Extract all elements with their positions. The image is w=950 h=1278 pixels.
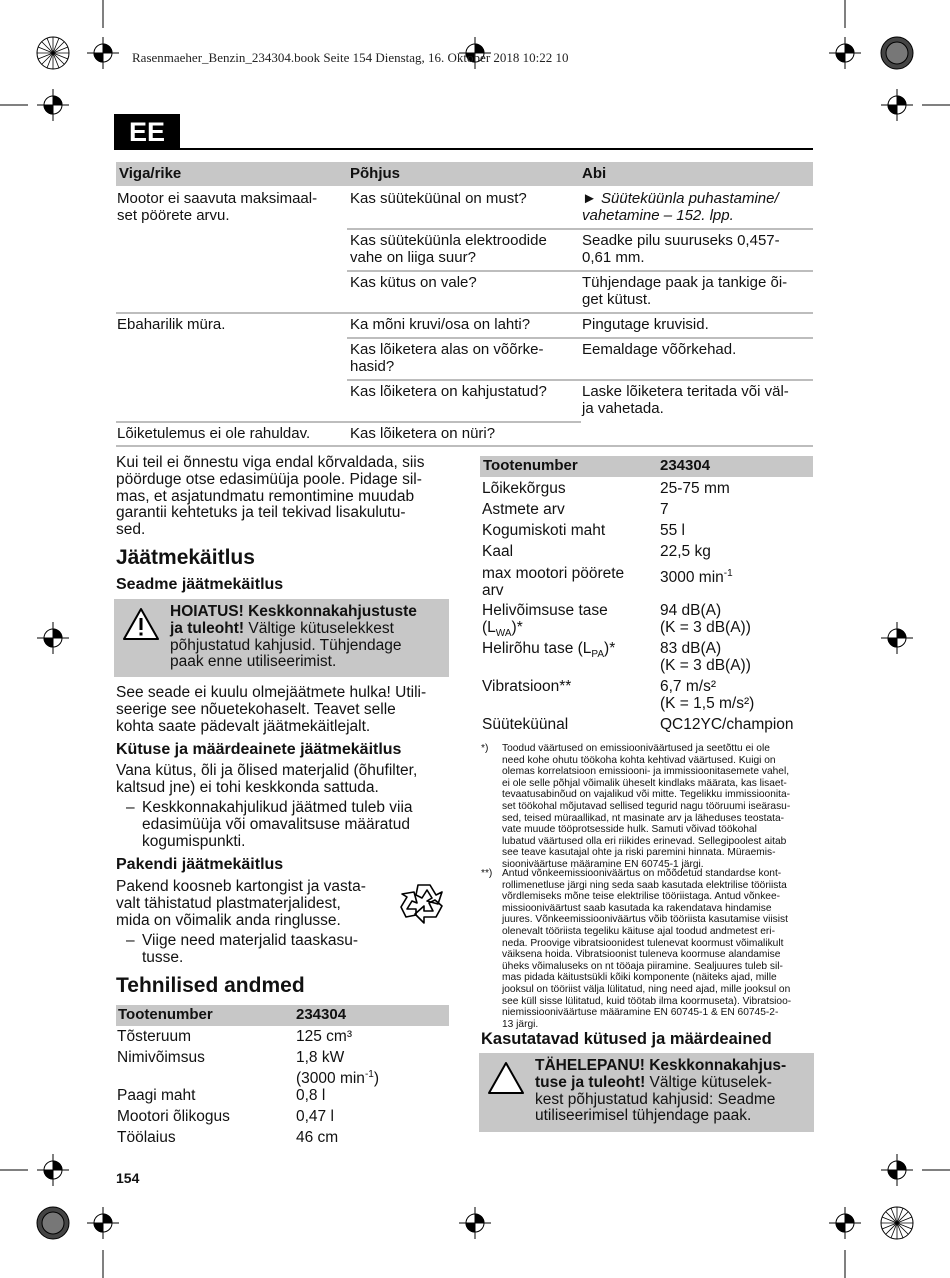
- table-cell-remedy: Tühjendage paak ja tankige õi- get kütust.: [582, 274, 788, 308]
- tech-row-label: Töölaius: [117, 1129, 176, 1146]
- fuel-disposal-text: Vana kütus, õli ja õlised materjalid (õhufilter, kaltsud jne) ei tohi keskkonda sattuda.: [116, 762, 418, 796]
- caution-triangle-icon: [487, 1061, 525, 1095]
- table-cell-cause: Kas lõiketera alas on võõrke- hasid?: [350, 341, 544, 375]
- tech-row-label: Paagi maht: [117, 1087, 196, 1104]
- warning-text: [170, 604, 417, 671]
- notice-bold: TÄHELEPANU! Keskkonnakahjus- tuse ja tuleoht!: [535, 1057, 787, 1091]
- tech-row-value: 3000 $\min^{-1}$: [660, 568, 733, 587]
- tech-row-label: Kaal: [482, 543, 514, 560]
- tech-row-value: 7: [660, 501, 669, 518]
- recycle-icon: [398, 879, 450, 927]
- table-cell-remedy: Laske lõiketera teritada või väl- ja vahetada.: [582, 383, 789, 417]
- tech-header-value: 234304: [296, 1006, 347, 1023]
- tech-row-value: QC12YC/champion: [660, 716, 794, 733]
- table-cell-fault: Ebaharilik müra.: [117, 316, 226, 333]
- tech-row-label: Mootori õlikogus: [117, 1108, 230, 1125]
- table-cell-cause: Kas süüteküünla elektroodide vahe on liiga suur?: [350, 232, 547, 266]
- table-cell-cause: Kas süüteküünal on must?: [350, 190, 527, 207]
- table-cell-cause: Kas lõiketera on kahjustatud?: [350, 383, 547, 400]
- table-cell-remedy: Seadke pilu suuruseks 0,457- 0,61 mm.: [582, 232, 780, 266]
- notice-rest: Vältige kütuselek- kest põhjustatud kahjusid: Seadme utiliseerimisel tühjendage paak.: [535, 1073, 776, 1125]
- tech-row-label: Nimivõimsus: [117, 1049, 205, 1066]
- table-cell-cause: Kas kütus on vale?: [350, 274, 477, 291]
- row-separator: [347, 337, 813, 339]
- tech-row-label: Helivõimsuse tase: [482, 602, 608, 619]
- footnote-emission: Toodud väärtused on emissiooniväärtused ja seetõttu ei ole need kohe ohutu töökoha kohta kehtivad väärtused. Kuigi on olemas korrelatsioon emissiooni- ja immissioonitasemete vahel, ei ole selle põhjal võimalik üheselt kindlaks määrata, kas lisaet- tevaatusabinõud on vajalikud või mitte. Tegelikku immissioonita- set töökohal mõjutavad sellised tegurid nagu tööruumi iseärasu- sed, teised müraallikad, nt masinate arv ja läheduses teostata- vate muude tööprotsesside hulk. Samuti võivad töökohal lubatud väärtused olla eri riikides erinevad. Sellegipoolest aitab see teave kasutajal ohte ja riski paremini hinnata. Müraemis- siooniväärtuse määramine EN 60745-1 järgi.: [502, 743, 791, 870]
- tech-row-label: max mootori pöörete arv: [482, 565, 625, 599]
- tech-row-value: 6,7 m/s² (K = 1,5 m/s²): [660, 678, 755, 712]
- subtitle-packaging-disposal: Pakendi jäätmekäitlus: [116, 856, 284, 873]
- table-cell-remedy: ► Süüteküünla puhastamine/ vahetamine – 152. lpp.: [582, 190, 779, 224]
- row-separator: [116, 312, 813, 314]
- subtitle-fuel-disposal: Kütuse ja määrdeainete jäätmekäitlus: [116, 741, 402, 758]
- tech-row-label-symbol: $(L_{WA})*$: [482, 619, 523, 640]
- tech-row-value: 125 cm³: [296, 1028, 352, 1045]
- row-separator: [347, 228, 813, 230]
- section-title-tech-data: Tehnilised andmed: [116, 974, 305, 997]
- tech-row-value: 46 cm: [296, 1129, 339, 1146]
- table-cell-cause: Kas lõiketera on nüri?: [350, 425, 496, 442]
- packaging-bullet-text: Viige need materjalid taaskasu- tusse.: [142, 932, 358, 966]
- footnote-vibration: Antud võnkeemissiooniväärtus on mõõdetud standardse kont- rollimenetluse järgi ning seda saab kasutada elektrilise tööriista võrdlemiseks mõne teise elektrilise tööriistaga. Antud võnkee- missiooniväärtust saab kasutada ka rakendatava hindamise juures. Võnkeemissiooniväärtus võib tööriista kasutamise viisist olenevalt tööriista tegeliku käituse ajal toodud andmetest eri- neda. Proovige vibratsioonidest tulenevat koormust võimalikult väiksena hoida. Vibratsioonist tuleneva koormuse alandamise üheks võimaluseks on nt tööaja piiramine. Sealjuures tuleb sil- mas pidada käitustsükli kõiki komponente (näiteks ajad, mille jooksul on tööriist välja lülitatud, ning need ajad, mille jooksul on see küll sisse lülitatud, kuid töötab ilma koormuseta). Vibratsioo- niemissiooniväärtuse määramine EN 60745-1 & EN 60745-2- 13 järgi.: [502, 868, 792, 1030]
- table-bottom-rule: [116, 445, 813, 447]
- tech-row-label: Süüteküünal: [482, 716, 569, 733]
- tech-header-label: Tootenumber: [483, 457, 578, 474]
- warning-triangle-icon: [122, 607, 160, 641]
- tech-row-value: 0,8 l: [296, 1087, 326, 1104]
- tech-row-value: 0,47 l: [296, 1108, 334, 1125]
- language-badge: EE: [114, 114, 180, 150]
- bullet-dash: –: [126, 932, 135, 949]
- table-header-row: [116, 162, 813, 186]
- tech-row-label: Helirõhu tase $(L_{PA})*$: [482, 640, 616, 661]
- row-separator: [116, 421, 581, 423]
- table-cell-fault: Mootor ei saavuta maksimaal- set pöörete arvu.: [117, 190, 318, 224]
- subtitle-device-disposal: Seadme jäätmekäitlus: [116, 576, 284, 593]
- table-cell-remedy: Eemaldage võõrkehad.: [582, 341, 737, 358]
- packaging-text: Pakend koosneb kartongist ja vasta- valt tähistatud plastmaterjalidest, mida on võimalik anda ringlusse.: [116, 878, 366, 929]
- tech-row-value-extra: (3000 $\min^{-1}$): [296, 1069, 380, 1088]
- warning-bold: HOIATUS! Keskkonnakahjustuste ja tuleoht!: [170, 603, 417, 637]
- col-header-fault: Viga/rike: [119, 165, 182, 182]
- tech-header-value: 234304: [660, 457, 711, 474]
- section-title-disposal: Jäätmekäitlus: [116, 546, 255, 569]
- file-info-line: Rasenmaeher_Benzin_234304.book Seite 154 Dienstag, 16. Oktober 2018 10:22 10: [132, 50, 569, 65]
- tech-row-value: 22,5 kg: [660, 543, 711, 560]
- tech-row-value: 55 l: [660, 522, 685, 539]
- tech-row-value: 25-75 mm: [660, 480, 730, 497]
- tech-row-label: Vibratsioon**: [482, 678, 572, 695]
- tech-row-label: Astmete arv: [482, 501, 565, 518]
- table-cell-cause: Ka mõni kruvi/osa on lahti?: [350, 316, 531, 333]
- tech-row-label: Lõikekõrgus: [482, 480, 566, 497]
- notice-box: [479, 1053, 814, 1132]
- footnote-mark: *): [481, 743, 489, 754]
- fuel-bullet-text: Keskkonnakahjulikud jäätmed tuleb viia edasimüüja või omavalitsuse määratud kogumispunkti.: [142, 799, 413, 850]
- tech-header-label: Tootenumber: [118, 1006, 213, 1023]
- row-separator: [347, 379, 813, 381]
- warning-rest: Vältige kütuselekkest põhjustatud kahjusid. Tühjendage paak enne utiliseerimist.: [170, 619, 402, 671]
- warning-box: [114, 599, 449, 677]
- header-rule: [180, 148, 813, 150]
- tech-row-value: 94 dB(A) (K = 3 dB(A)): [660, 602, 751, 636]
- table-cell-fault: Lõiketulemus ei ole rahuldav.: [117, 425, 311, 442]
- tech-row-value: 1,8 kW: [296, 1049, 345, 1066]
- footnote-mark: **): [481, 868, 493, 879]
- bullet-dash: –: [126, 799, 135, 816]
- device-disposal-text: See seade ei kuulu olmejäätmete hulka! Utili- seerige see nõuetekohaselt. Teavet selle kohta saate pädevalt jäätmekäitlejalt.: [116, 684, 427, 735]
- col-header-cause: Põhjus: [350, 165, 401, 182]
- page-number: 154: [116, 1170, 140, 1186]
- tech-row-value: 83 dB(A) (K = 3 dB(A)): [660, 640, 751, 674]
- notice-text: [535, 1058, 786, 1125]
- subtitle-fuels: Kasutatavad kütused ja määrdeained: [481, 1030, 772, 1048]
- table-cell-remedy: Pingutage kruvisid.: [582, 316, 709, 333]
- tech-row-label: Tõsteruum: [117, 1028, 192, 1045]
- col-header-remedy: Abi: [582, 165, 607, 182]
- row-separator: [347, 270, 813, 272]
- intro-paragraph: Kui teil ei õnnestu viga endal kõrvaldada, siis pöörduge otse edasimüüja poole. Pidage sil- mas, et asjatundmatu remontimine muudab garantii kehtetuks ja teil tekivad lisakulutu- sed.: [116, 454, 425, 539]
- tech-row-label: Kogumiskoti maht: [482, 522, 606, 539]
